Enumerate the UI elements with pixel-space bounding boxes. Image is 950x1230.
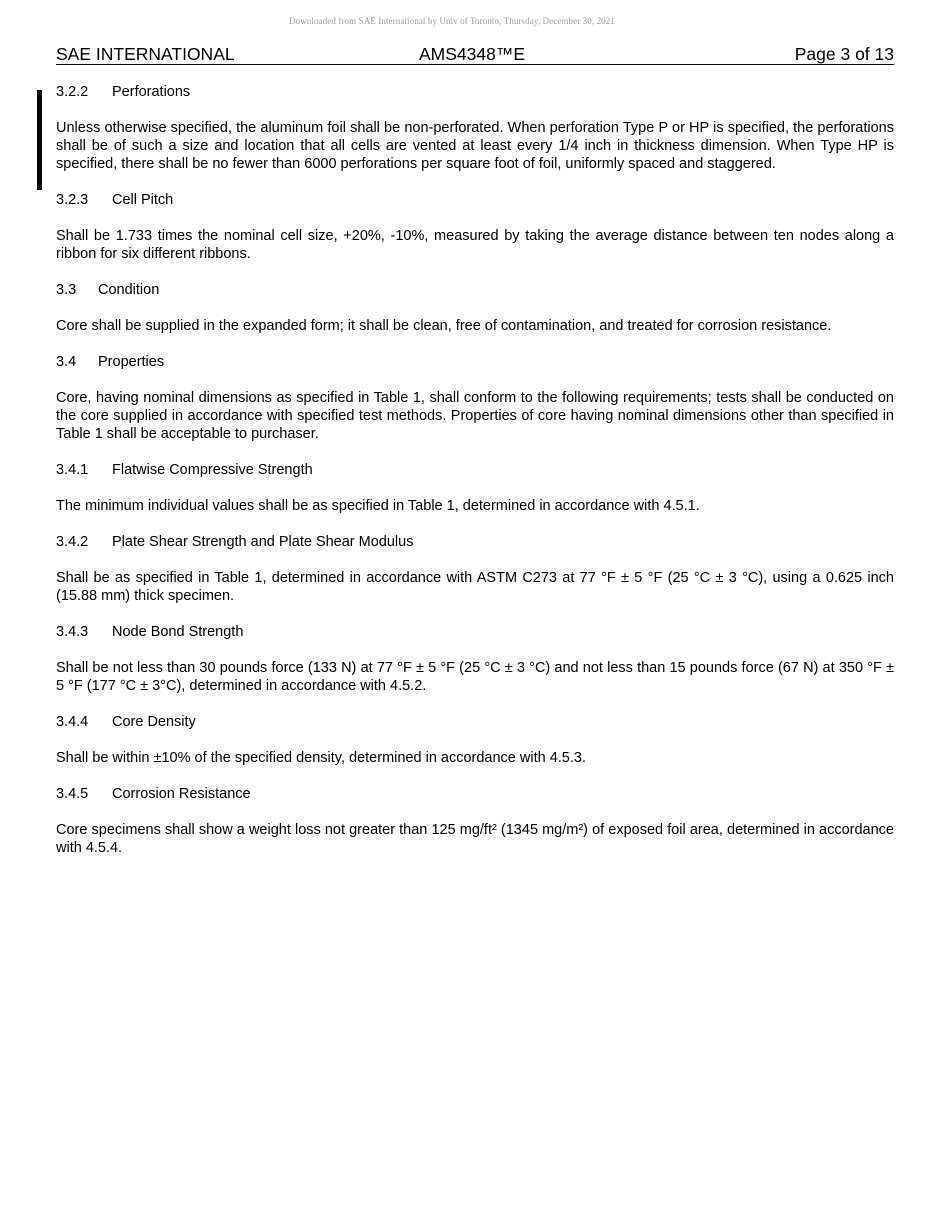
section-title: Flatwise Compressive Strength — [112, 462, 313, 478]
page-header — [56, 44, 894, 65]
section-number: 3.3 — [56, 282, 77, 298]
section-heading-3-4-2 — [56, 533, 894, 551]
section-heading-3-3 — [56, 281, 894, 299]
section-number: 3.4.4 — [56, 714, 89, 730]
download-watermark: Downloaded from SAE International by Univ of Toronto, Thursday, December 30, 2021 — [289, 16, 615, 26]
header-organization: SAE INTERNATIONAL — [56, 44, 235, 64]
section-title: Node Bond Strength — [112, 624, 244, 640]
header-document-id: AMS4348™E — [419, 44, 526, 64]
section-heading-3-4-1 — [56, 461, 894, 479]
section-text-3-4-2: Shall be as specified in Table 1, determined in accordance with ASTM C273 at 77 °F ± 5 °F (25 °C ± 3 °C), using a 0.625 inch (15.88 mm) thick specimen. — [56, 570, 894, 604]
section-heading-3-4-4 — [56, 713, 894, 731]
section-title: Condition — [98, 282, 160, 298]
section-text-3-4: Core, having nominal dimensions as specified in Table 1, shall conform to the following requirements; tests shall be conducted on the core supplied in accordance with specified test methods. Properties of core having nominal dimensions other than specified in Table 1 shall be acceptable to purchaser. — [56, 390, 894, 442]
section-number: 3.2.3 — [56, 192, 89, 208]
section-title: Cell Pitch — [112, 192, 174, 208]
section-number: 3.4.3 — [56, 624, 89, 640]
section-text-3-3: Core shall be supplied in the expanded form; it shall be clean, free of contamination, and treated for corrosion resistance. — [56, 318, 832, 334]
section-text-3-4-5: Core specimens shall show a weight loss not greater than 125 mg/ft² (1345 mg/m²) of exposed foil area, determined in accordance with 4.5.4. — [56, 822, 894, 856]
section-text-3-4-3: Shall be not less than 30 pounds force (133 N) at 77 °F ± 5 °F (25 °C ± 3 °C) and not less than 15 pounds force (67 N) at 350 °F ± 5 °F (177 °C ± 3°C), determined in accordance with 4.5.2. — [56, 660, 894, 694]
section-text-3-2-2: Unless otherwise specified, the aluminum foil shall be non-perforated. When perforation Type P or HP is specified, the perforations shall be of such a size and location that all cells are vented at least every 1/4 inch in thickness dimension. When Type HP is specified, there shall be no fewer than 6000 perforations per square foot of foil, uniformly spaced and staggered. — [56, 120, 894, 172]
section-heading-3-4-5 — [56, 785, 894, 803]
section-title: Plate Shear Strength and Plate Shear Modulus — [112, 534, 414, 550]
section-text-3-4-4: Shall be within ±10% of the specified density, determined in accordance with 4.5.3. — [56, 750, 586, 766]
section-title: Core Density — [112, 714, 196, 730]
section-number: 3.4.2 — [56, 534, 89, 550]
section-text-3-2-3: Shall be 1.733 times the nominal cell size, +20%, -10%, measured by taking the average distance between ten nodes along a ribbon for six different ribbons. — [56, 228, 894, 262]
document-body — [56, 83, 894, 875]
section-text-3-4-1: The minimum individual values shall be as specified in Table 1, determined in accordance with 4.5.1. — [56, 498, 700, 514]
section-heading-3-4 — [56, 353, 894, 371]
section-heading-3-2-3 — [56, 191, 894, 209]
section-number: 3.4 — [56, 354, 77, 370]
section-heading-3-4-3 — [56, 623, 894, 641]
revision-change-bar — [37, 90, 42, 190]
section-title: Corrosion Resistance — [112, 786, 251, 802]
section-number: 3.2.2 — [56, 84, 89, 100]
header-page-number: Page 3 of 13 — [794, 44, 894, 64]
section-number: 3.4.5 — [56, 786, 89, 802]
section-heading-3-2-2 — [56, 83, 894, 101]
section-title: Properties — [98, 354, 165, 370]
section-number: 3.4.1 — [56, 462, 89, 478]
section-title: Perforations — [112, 84, 191, 100]
